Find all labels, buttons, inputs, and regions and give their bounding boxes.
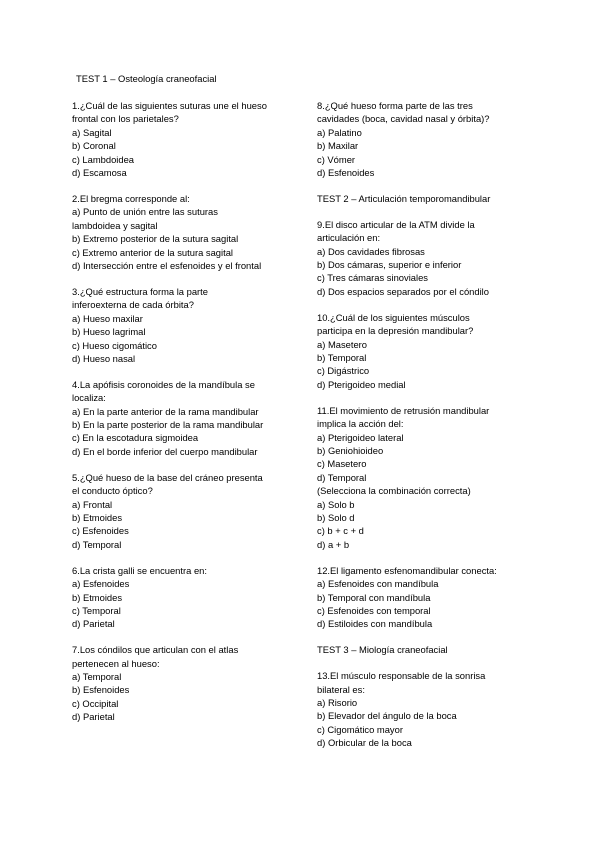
question-text: 5.¿Qué hueso de la base del cráneo presenta el conducto óptico? <box>72 471 263 497</box>
option: b) Etmoides <box>72 511 123 523</box>
option: a) Hueso maxilar <box>72 312 143 324</box>
question-text: 8.¿Qué hueso forma parte de las tres cavidades (boca, cavidad nasal y órbita)? <box>317 100 490 125</box>
options-list <box>72 312 304 366</box>
options-list <box>317 126 549 180</box>
right-column <box>317 99 549 762</box>
option: b) Geniohioideo <box>317 444 384 456</box>
question-text: 3.¿Qué estructura forma la parte inferoexterna de cada órbita? <box>72 285 208 311</box>
question-text: 9.El disco articular de la ATM divide la articulación en: <box>317 218 475 244</box>
option: b) Hueso lagrimal <box>72 326 146 338</box>
options-list <box>72 126 304 180</box>
question-text: 2.El bregma corresponde al: <box>72 192 190 204</box>
option: c) Esfenoides <box>72 525 129 537</box>
option: c) Vómer <box>317 153 356 165</box>
option: a) Pterigoideo lateral <box>317 431 404 443</box>
option: c) Masetero <box>317 458 367 470</box>
question-10 <box>317 311 549 391</box>
option: d) Temporal <box>72 538 122 550</box>
option: c) Digástrico <box>317 365 370 377</box>
option: b) Temporal con mandíbula <box>317 591 431 603</box>
question-3 <box>72 285 304 365</box>
option: b) Dos cámaras, superior e inferior <box>317 259 462 271</box>
option: a) Sagital <box>72 126 112 138</box>
question-text: 13.El músculo responsable de la sonrisa bilateral es: <box>317 670 486 695</box>
option: d) Hueso nasal <box>72 352 136 364</box>
option: a) Masetero <box>317 338 368 350</box>
option: d) En el borde inferior del cuerpo mandibular <box>72 445 258 457</box>
option: c) Extremo anterior de la sutura sagital <box>72 246 234 258</box>
options-list <box>317 245 549 299</box>
question-text: 7.Los cóndilos que articulan con el atlas pertenecen al hueso: <box>72 644 239 669</box>
question-11 <box>317 404 549 551</box>
option: b) Esfenoides <box>72 684 130 696</box>
option: a) Palatino <box>317 126 362 138</box>
option: a) Frontal <box>72 498 113 510</box>
option: c) Cigomático mayor <box>317 723 403 735</box>
option: b) Coronal <box>72 140 116 152</box>
option: a) Temporal <box>72 671 122 683</box>
option: b) Etmoides <box>72 591 123 603</box>
option: c) Lambdoidea <box>72 153 135 165</box>
question-5 <box>72 471 304 551</box>
options-list <box>317 431 549 552</box>
options-list <box>72 670 304 724</box>
options-list <box>317 577 549 631</box>
option: a) Esfenoides <box>72 578 130 590</box>
option: d) Orbicular de la boca <box>317 737 412 749</box>
test2-title: TEST 2 – Articulación temporomandibular <box>317 192 491 204</box>
option: d) Esfenoides <box>317 167 375 179</box>
combination-instruction: (Selecciona la combinación correcta) <box>317 485 471 497</box>
option: c) Temporal <box>72 604 121 616</box>
question-8 <box>317 99 549 179</box>
option: d) a + b <box>317 538 350 550</box>
question-text: 4.La apófisis coronoides de la mandíbula se localiza: <box>72 378 255 404</box>
question-13 <box>317 669 549 749</box>
test1-title: TEST 1 – Osteología craneofacial <box>76 73 217 84</box>
option: a) Risorio <box>317 696 358 708</box>
question-7 <box>72 643 304 723</box>
options-list <box>317 338 549 392</box>
question-4 <box>72 378 304 458</box>
option: b) Temporal <box>317 352 367 363</box>
option: d) Escamosa <box>72 167 127 179</box>
option: d) Dos espacios separados por el cóndilo <box>317 285 489 297</box>
option: a) Dos cavidades fibrosas <box>317 245 425 257</box>
option: a) Punto de unión entre las suturas lambdoidea y sagital <box>72 206 218 231</box>
option: c) Occipital <box>72 697 119 709</box>
option: a) En la parte anterior de la rama mandibular <box>72 405 259 417</box>
question-text: 1.¿Cuál de las siguientes suturas une el hueso frontal con los parietales? <box>72 100 267 125</box>
options-list <box>72 498 304 552</box>
option: c) En la escotadura sigmoidea <box>72 432 199 444</box>
option: c) Hueso cigomático <box>72 339 157 351</box>
option: b) En la parte posterior de la rama mandibular <box>72 419 264 431</box>
options-list <box>317 696 549 750</box>
options-list <box>72 405 304 459</box>
option: a) Solo b <box>317 498 355 510</box>
option: d) Temporal <box>317 471 367 483</box>
option: a) Esfenoides con mandíbula <box>317 578 439 590</box>
option: b) Maxilar <box>317 140 359 152</box>
test3-title: TEST 3 – Miología craneofacial <box>317 644 448 656</box>
question-text: 11.El movimiento de retrusión mandibular implica la acción del: <box>317 404 490 430</box>
option: d) Intersección entre el esfenoides y el frontal <box>72 259 262 271</box>
option: c) Tres cámaras sinoviales <box>317 272 428 284</box>
options-list <box>72 577 304 631</box>
option: d) Estiloides con mandíbula <box>317 618 433 630</box>
option: d) Parietal <box>72 618 115 630</box>
question-2 <box>72 192 304 272</box>
option: b) Solo d <box>317 511 355 523</box>
question-12 <box>317 564 549 631</box>
option: c) b + c + d <box>317 525 364 537</box>
options-list <box>72 205 304 272</box>
question-text: 12.El ligamento esfenomandibular conecta: <box>317 564 497 576</box>
option: b) Extremo posterior de la sutura sagital <box>72 233 239 245</box>
option: d) Parietal <box>72 711 115 723</box>
question-text: 6.La crista galli se encuentra en: <box>72 564 207 576</box>
question-1 <box>72 99 304 179</box>
left-column <box>72 99 304 736</box>
question-text: 10.¿Cuál de los siguientes músculos participa en la depresión mandibular? <box>317 311 474 337</box>
option: d) Pterigoideo medial <box>317 378 406 390</box>
option: b) Elevador del ángulo de la boca <box>317 710 457 722</box>
question-9 <box>317 218 549 298</box>
option: c) Esfenoides con temporal <box>317 604 431 616</box>
question-6 <box>72 564 304 631</box>
